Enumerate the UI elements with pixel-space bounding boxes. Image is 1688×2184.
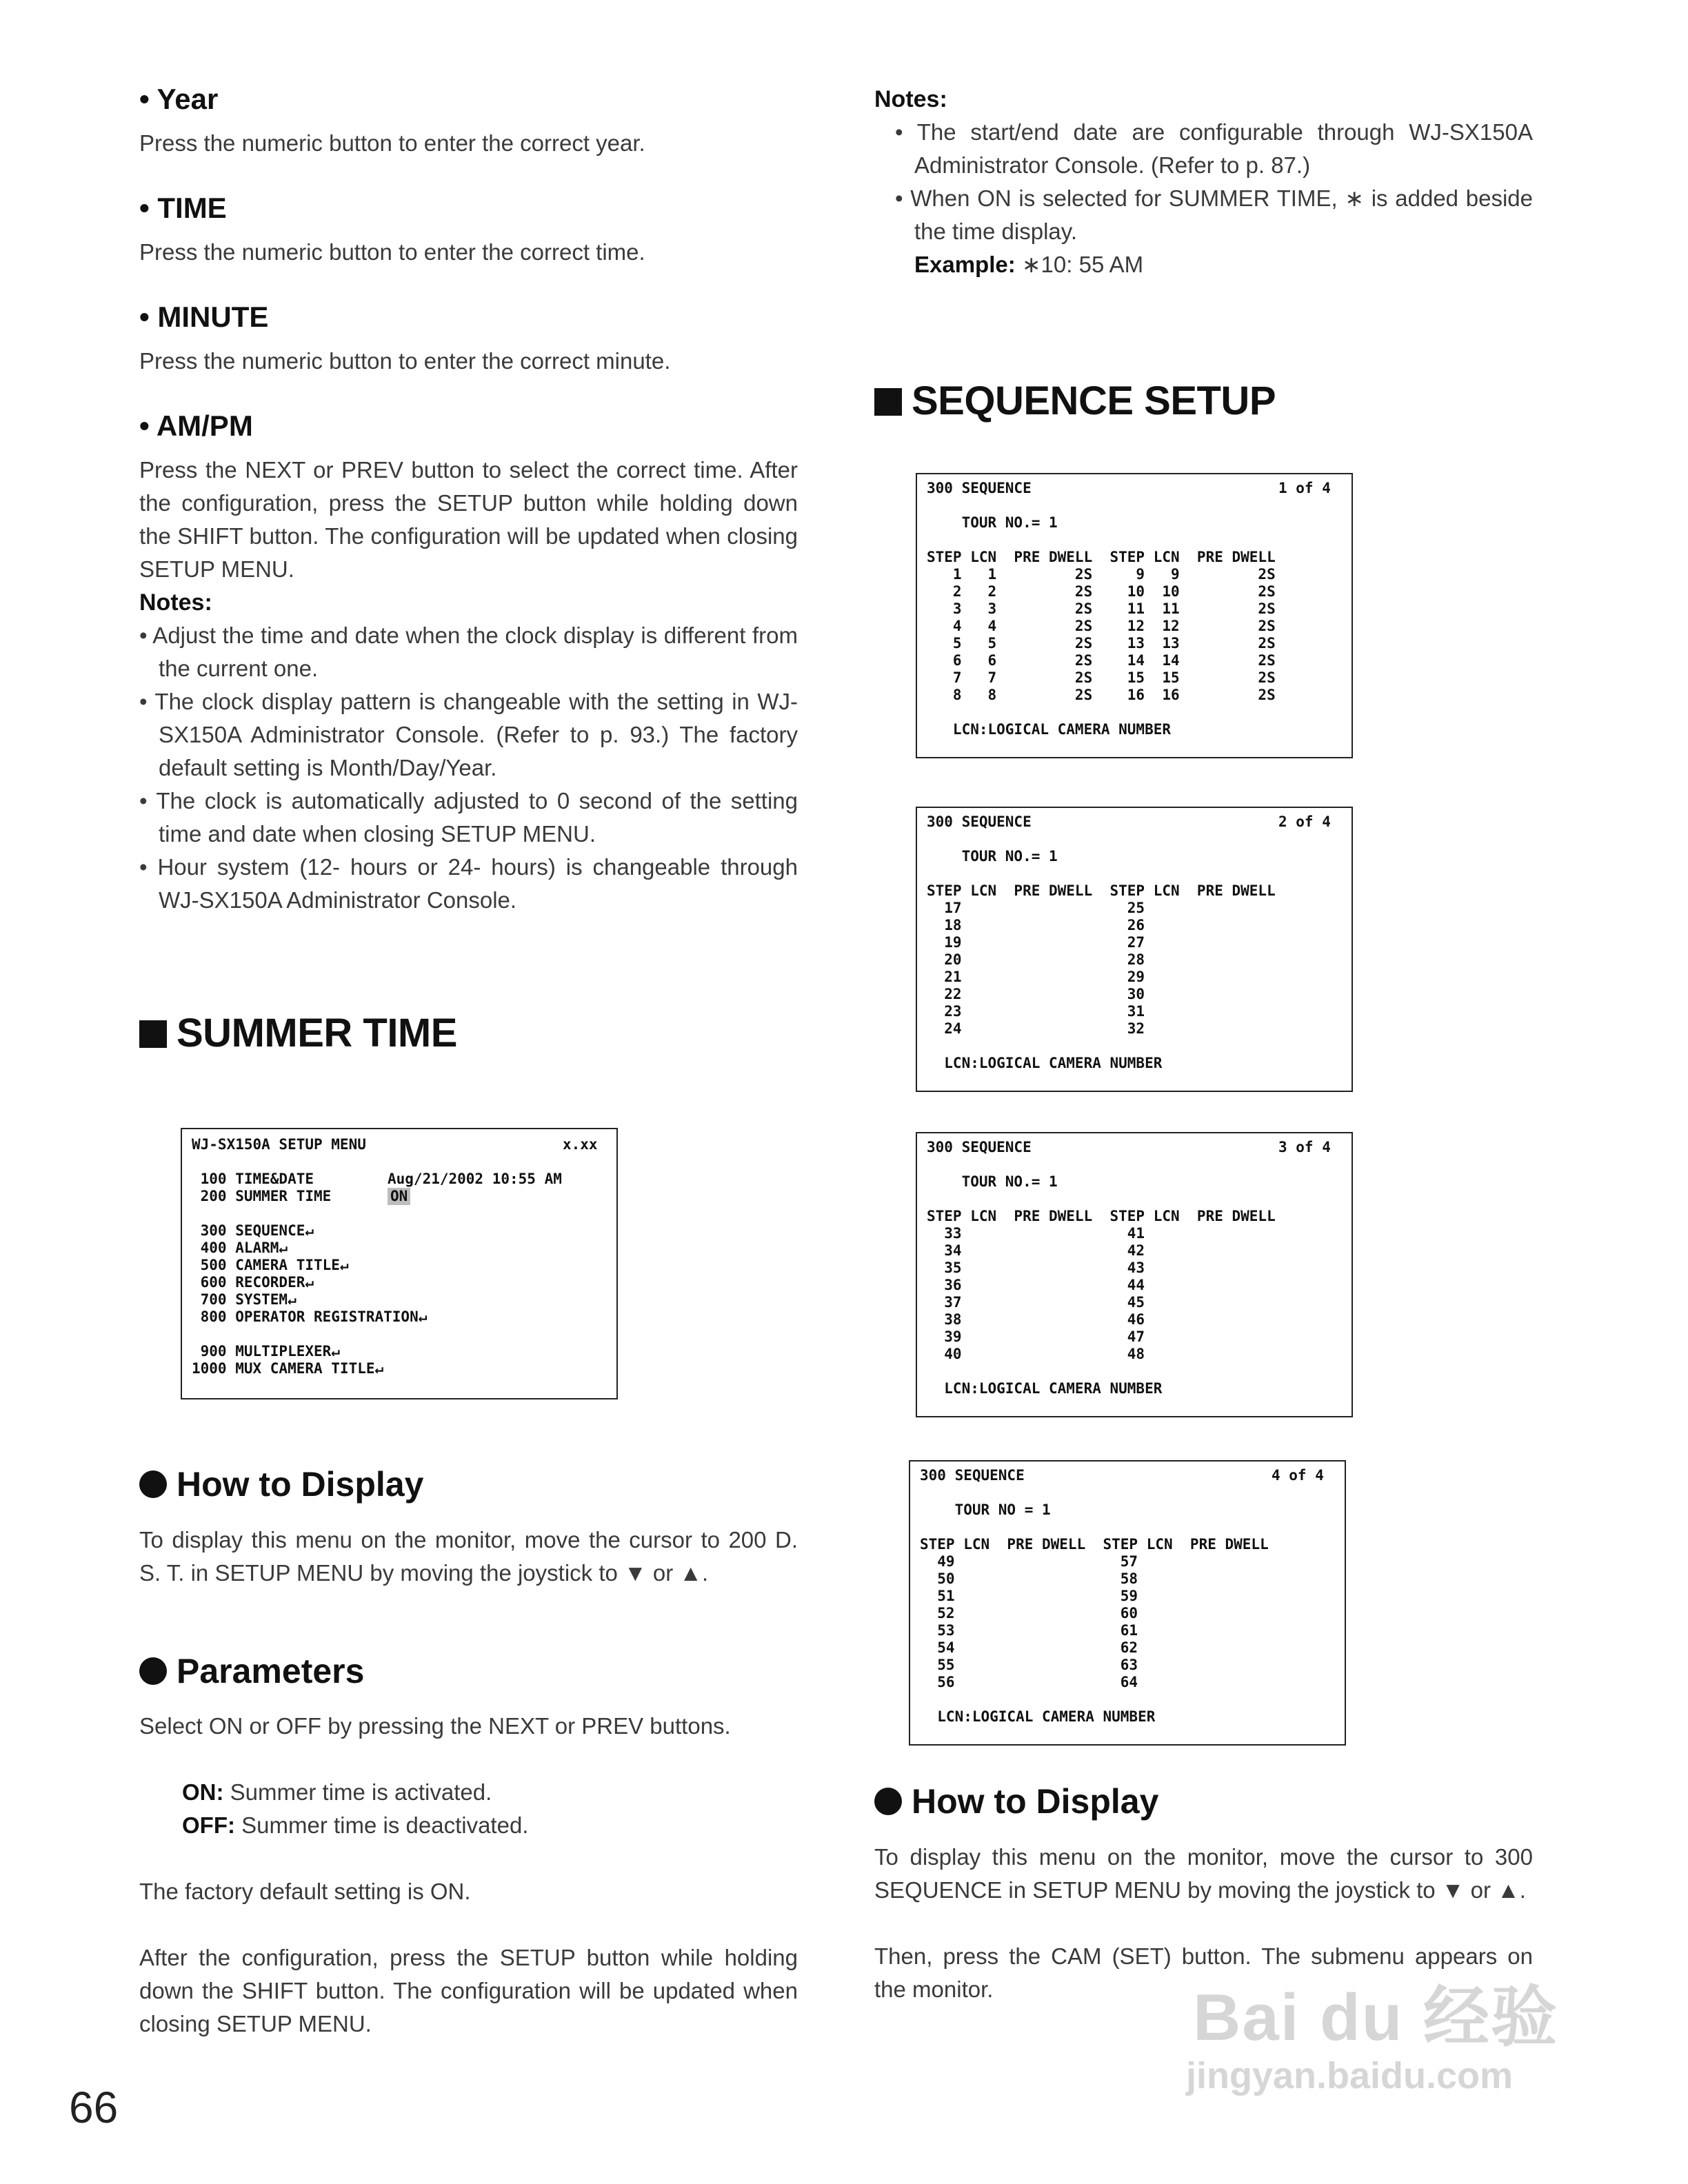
screen-footer: LCN:LOGICAL CAMERA NUMBER [927,721,1172,738]
menu-row: 600 RECORDER↵ [192,1274,314,1291]
table-row: 39 47 [927,1328,1145,1345]
time-text: Press the numeric button to enter the correct time. [139,239,645,265]
table-row: 18 26 [927,917,1145,933]
menu-row: 300 SEQUENCE↵ [192,1222,314,1239]
table-row: 33 41 [927,1225,1145,1242]
menu-row: 700 SYSTEM↵ [192,1291,297,1308]
parameters-title-text: Parameters [177,1652,365,1690]
after-configuration-text: After the configuration, press the SETUP button while holding down the SHIFT button. The configuration will be updated when closing SETUP MENU. [139,1945,798,2036]
note-item: • Hour system (12- hours or 24- hours) is changeable through WJ-SX150A Administrator Console. [139,854,798,913]
note-item: • When ON is selected for SUMMER TIME, ∗ is added beside the time display. [895,185,1533,244]
table-row: 17 25 [927,900,1145,916]
table-row: 3 3 2S 11 11 2S [927,600,1276,617]
sequence-screen-2 [916,807,1353,1092]
sequence-screen-1 [916,473,1353,758]
how-to-display-text: To display this menu on the monitor, move the cursor to 200 D. S. T. in SETUP MENU by moving the joystick to ▼ or ▲. [139,1527,798,1586]
off-description [182,1809,798,1842]
parameters-heading [139,1651,364,1691]
then-press-text: Then, press the CAM (SET) button. The submenu appears on the monitor. [874,1943,1533,2002]
table-row: 8 8 2S 16 16 2S [927,687,1276,703]
table-row: 50 58 [920,1570,1138,1587]
off-label: OFF: [182,1812,235,1838]
note-item: • The start/end date are configurable through WJ-SX150A Administrator Console. (Refer to p. 87.) [895,119,1533,178]
screen-title: 300 SEQUENCE [920,1467,1025,1484]
how-to-display-title-text: How to Display [177,1465,424,1504]
table-row: 54 62 [920,1639,1138,1656]
screen-version: x.xx [563,1136,598,1153]
year-text: Press the numeric button to enter the correct year. [139,130,645,156]
notes-heading: Notes: [139,589,212,616]
on-label: ON: [182,1779,224,1805]
menu-row: 1000 MUX CAMERA TITLE↵ [192,1360,384,1377]
screen-page: 1 of 4 [1278,480,1331,496]
menu-row: 400 ALARM↵ [192,1240,288,1256]
table-row: 36 44 [927,1277,1145,1293]
section-square-icon [874,388,902,416]
how-to-display-heading [139,1464,423,1504]
summer-time-value-highlight: ON [388,1188,410,1205]
table-row: 24 32 [927,1020,1145,1037]
ampm-text: Press the NEXT or PREV button to select the correct time. After the configuration, press the SETUP button while holding down the SHIFT button. The configuration will be updated when closing SETUP MENU. [139,457,798,582]
time-heading: • TIME [139,192,227,224]
sequence-setup-title-text: SEQUENCE SETUP [912,378,1276,423]
table-row: 21 29 [927,969,1145,985]
time-date-value: Aug/21/2002 10:55 AM [388,1171,562,1187]
table-row: 53 61 [920,1622,1138,1639]
bullet-dot-icon [139,1470,167,1498]
screen-footer: LCN:LOGICAL CAMERA NUMBER [920,1708,1156,1725]
table-row: 7 7 2S 15 15 2S [927,669,1276,686]
parameters-text: Select ON or OFF by pressing the NEXT or PREV buttons. [139,1713,731,1739]
screen-page: 2 of 4 [1278,813,1331,830]
table-row: 49 57 [920,1553,1138,1570]
table-header: STEP LCN PRE DWELL STEP LCN PRE DWELL [927,882,1276,899]
minute-heading: • MINUTE [139,301,269,333]
table-row: 40 48 [927,1346,1145,1362]
table-row: 20 28 [927,951,1145,968]
table-row: 22 30 [927,986,1145,1002]
table-header: STEP LCN PRE DWELL STEP LCN PRE DWELL [920,1536,1269,1553]
menu-row: 900 MULTIPLEXER↵ [192,1343,340,1359]
screen-title: 300 SEQUENCE [927,1139,1032,1155]
bullet-dot-icon [874,1788,902,1815]
off-text: Summer time is deactivated. [234,1812,529,1838]
setup-menu-screen [181,1128,618,1399]
menu-row: 500 CAMERA TITLE↵ [192,1257,349,1273]
sequence-screen-3 [916,1132,1353,1417]
how-to-display-heading [874,1781,1158,1821]
example-line [895,248,1533,281]
table-header: STEP LCN PRE DWELL STEP LCN PRE DWELL [927,549,1276,565]
ampm-heading: • AM/PM [139,410,253,442]
example-text: ∗10: 55 AM [1015,252,1144,277]
menu-row-label: 100 TIME&DATE [192,1171,314,1187]
menu-row: 800 OPERATOR REGISTRATION↵ [192,1308,428,1325]
table-row: 38 46 [927,1311,1145,1328]
table-row: 2 2 2S 10 10 2S [927,583,1276,600]
summer-notes-block [874,83,1533,281]
watermark-logo: Bai du 经验 [1193,1981,1559,2054]
tour-number: TOUR NO.= 1 [927,1173,1058,1190]
note-item: • Adjust the time and date when the clock display is different from the current one. [139,623,798,681]
screen-footer: LCN:LOGICAL CAMERA NUMBER [927,1380,1163,1397]
tour-number: TOUR NO.= 1 [927,848,1058,865]
table-row: 19 27 [927,934,1145,951]
table-row: 52 60 [920,1605,1138,1621]
screen-title: 300 SEQUENCE [927,813,1032,830]
table-row: 56 64 [920,1674,1138,1690]
table-row: 1 1 2S 9 9 2S [927,566,1276,583]
screen-title: 300 SEQUENCE [927,480,1032,496]
notes-heading: Notes: [874,86,947,112]
table-row: 51 59 [920,1588,1138,1604]
minute-text: Press the numeric button to enter the correct minute. [139,348,671,374]
bullet-dot-icon [139,1657,167,1685]
tour-number: TOUR NO = 1 [920,1502,1051,1518]
sequence-setup-section-title [874,378,1276,424]
summer-time-title-text: SUMMER TIME [177,1011,457,1055]
sequence-screen-4 [909,1460,1346,1746]
factory-default-text: The factory default setting is ON. [139,1879,471,1904]
summer-time-section-title [139,1010,457,1056]
screen-page: 3 of 4 [1278,1139,1331,1155]
table-header: STEP LCN PRE DWELL STEP LCN PRE DWELL [927,1208,1276,1224]
example-label: Example: [914,252,1016,277]
screen-footer: LCN:LOGICAL CAMERA NUMBER [927,1055,1163,1071]
notes-block [139,586,798,917]
page-number: 66 [69,2083,119,2132]
table-row: 5 5 2S 13 13 2S [927,635,1276,651]
how-to-display-title-text: How to Display [912,1782,1159,1821]
table-row: 34 42 [927,1242,1145,1259]
table-row: 37 45 [927,1294,1145,1311]
tour-number: TOUR NO.= 1 [927,514,1058,531]
table-row: 23 31 [927,1003,1145,1020]
watermark-url: jingyan.baidu.com [1186,2055,1514,2096]
table-row: 6 6 2S 14 14 2S [927,652,1276,669]
screen-title: WJ-SX150A SETUP MENU [192,1136,366,1153]
on-text: Summer time is activated. [223,1779,492,1805]
on-description [182,1776,798,1809]
menu-row-label: 200 SUMMER TIME [192,1188,332,1204]
note-item: • The clock is automatically adjusted to 0 second of the setting time and date when closing SETUP MENU. [139,788,798,847]
section-square-icon [139,1020,167,1048]
table-row: 35 43 [927,1260,1145,1276]
note-item: • The clock display pattern is changeable with the setting in WJ-SX150A Administrator Console. (Refer to p. 93.) The factory default setting is Month/Day/Year. [139,689,798,780]
screen-page: 4 of 4 [1272,1467,1324,1484]
summer-notes-list [874,116,1533,281]
table-row: 4 4 2S 12 12 2S [927,618,1276,634]
how-to-display-text: To display this menu on the monitor, move the cursor to 300 SEQUENCE in SETUP MENU by moving the joystick to ▼ or ▲. [874,1844,1533,1903]
year-heading: • Year [139,83,219,115]
table-row: 55 63 [920,1657,1138,1673]
